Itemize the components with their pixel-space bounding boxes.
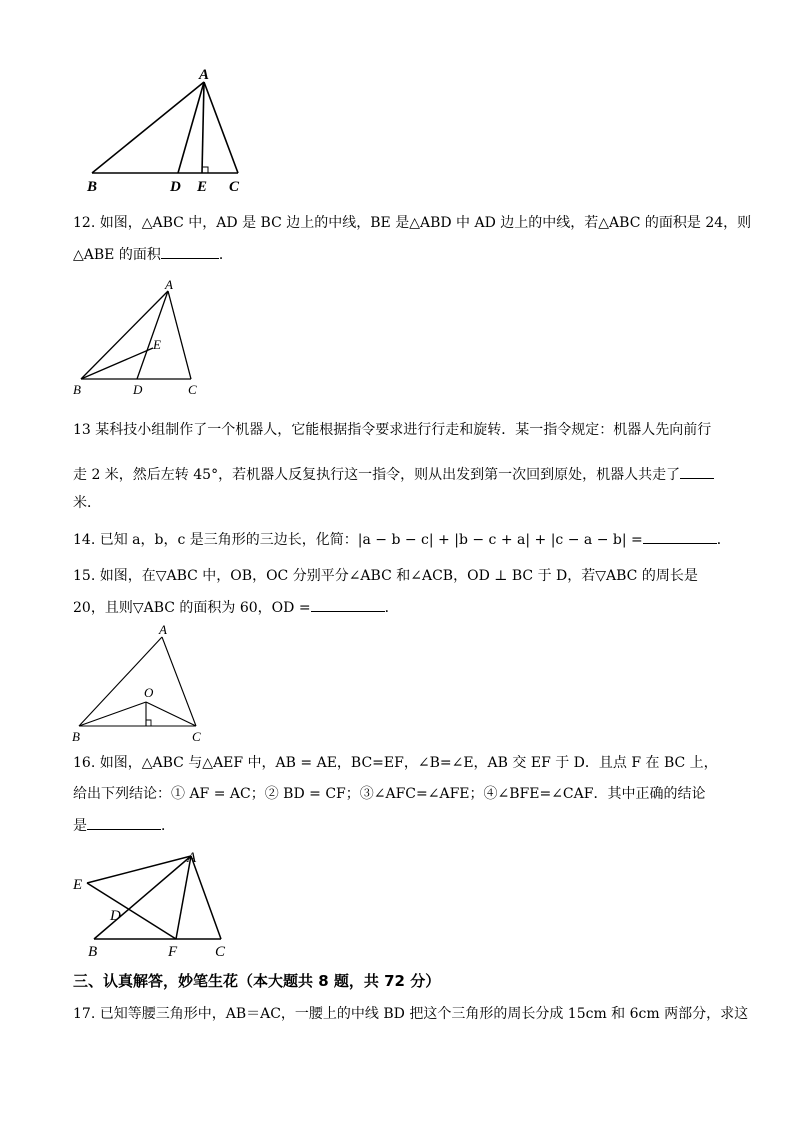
q16-line1: 16. 如图，△ABC 与△AEF 中，AB = AE，BC=EF，∠B=∠E，AB 交 EF 于 D．且点 F 在 BC 上， [73,755,718,771]
segment-ad [178,82,204,173]
q15-line1: 15. 如图，在▽ABC 中，OB，OC 分别平分∠ABC 和∠ACB，OD ⊥ BC 于 D，若▽ABC 的周长是 [73,568,698,584]
q16-line2: 给出下列结论：① AF = AC；② BD = CF；③∠AFC=∠AFE；④∠BFE=∠CAF．其中正确的结论 [73,786,706,802]
label-b: B [73,382,81,397]
q12-line1: 12. 如图，△ABC 中，AD 是 BC 边上的中线，BE 是△ABD 中 AD 边上的中线，若△ABC 的面积是 24，则 [73,215,752,231]
label-c: C [188,382,197,397]
label-a: A [159,622,167,637]
label-b: B [88,944,98,960]
q16-end: ． [161,818,175,834]
q12-end: ． [218,247,233,263]
segment-ab [81,291,168,379]
answer-blank-q13[interactable] [680,464,714,479]
q13-line2 [73,464,714,485]
label-d: D [110,908,121,924]
answer-blank-q15[interactable] [311,597,385,612]
label-d: D [133,382,143,397]
segment-ad [137,291,168,379]
answer-blank-q14[interactable] [643,529,717,544]
segment-ab [92,82,204,173]
segment-ef [87,883,176,939]
q14-line [73,529,731,550]
segment-ab [79,637,162,726]
q13-line1: 13 某科技小组制作了一个机器人，它能根据指令要求进行行走和旋转．某一指令规定：机器人先向前行 [73,422,712,438]
label-a: A [199,67,210,83]
label-c: C [192,729,201,744]
segment-ae [202,82,204,173]
figure-q16 [70,843,240,963]
q16-line3 [73,815,175,836]
q17-line1: 17. 已知等腰三角形中，AB＝AC，一腰上的中线 BD 把这个三角形的周长分成 15cm 和 6cm 两部分，求这 [73,1006,749,1022]
label-e: E [73,877,83,893]
figure-q11 [80,60,260,200]
segment-ac [168,291,191,379]
segment-ac [191,856,221,939]
q14-end: ． [716,532,731,548]
section-heading: 三、认真解答，妙笔生花（本大题共 8 题，共 72 分） [73,972,441,990]
q13-line3: 米． [73,495,101,511]
label-b: B [87,179,98,195]
label-c: C [229,179,240,195]
segment-ob [79,702,146,726]
label-c: C [215,944,226,960]
q13-text: 走 2 米，然后左转 45°，若机器人反复执行这一指令，则从出发到第一次回到原处，机器人共走了 [73,467,681,483]
q16-text: 是 [73,818,87,834]
label-e: E [153,337,161,352]
segment-af [176,856,191,939]
segment-ac [204,82,238,173]
q15-end: ． [384,600,399,616]
label-b: B [72,729,80,744]
q12-line2 [73,244,233,265]
answer-blank-q16[interactable] [87,815,161,830]
label-a: A [187,850,197,866]
q15-text: 20，且则▽ABC 的面积为 60，OD = [73,600,311,616]
q14-text: 14. 已知 a，b，c 是三角形的三边长，化简：|a − b − c| + |b − c + a| + |c − a − b| = [73,532,643,548]
q15-line2 [73,597,399,618]
right-angle-mark [146,720,151,726]
label-e: E [197,179,208,195]
label-a: A [165,278,173,292]
label-f: F [168,944,178,960]
answer-blank-q12[interactable] [161,244,219,259]
label-o: O [144,685,154,700]
figure-q12 [68,278,218,403]
q12-text: △ABE 的面积 [73,247,161,263]
label-d: D [170,179,181,195]
figure-q15 [66,620,216,745]
